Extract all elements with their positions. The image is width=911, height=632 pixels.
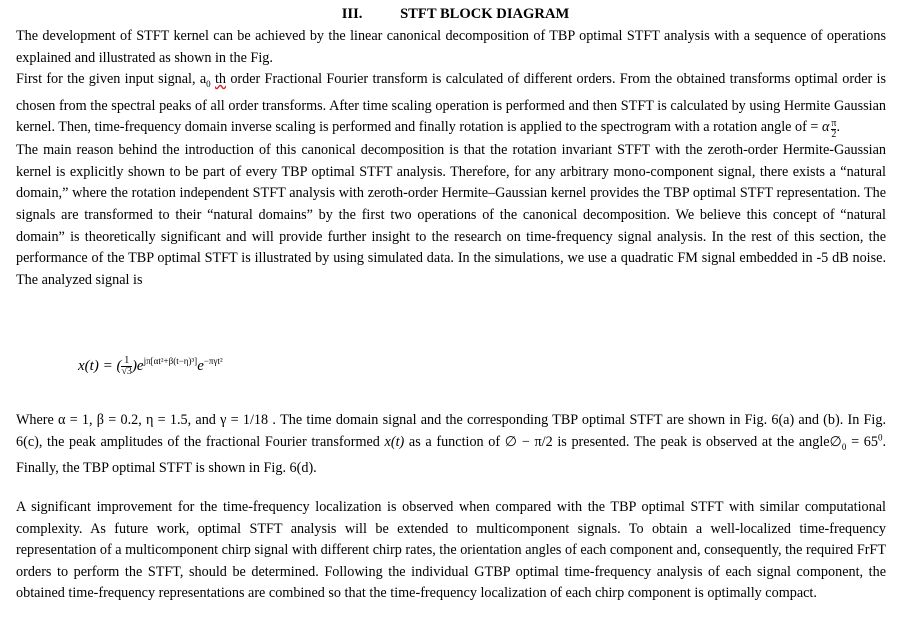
formula-exponent-2: −πγt² [203, 356, 223, 366]
degree-superscript: 0 [877, 431, 883, 442]
body-text-top [16, 26, 886, 291]
alpha-symbol: α [821, 119, 830, 136]
paragraph-conclusion: A significant improvement for the time-frequency localization is observed when compared with the TBP optimal STFT with similar computational complexity. As future work, optimal STFT analysis will be extended to multicomponent signals. To obtain a well-localized time-frequency representation of a multicomponent chirp signal with different chirp rates, the orientation angles of each component and, consequently, the required FrFT orders to perform the STFT, should be determined. Following the individual GTBP optimal time-frequency analysis of each signal component, the obtained time-frequency representations are combined so that the time-frequency localization of each chirp component is optimally compact. [16, 499, 886, 602]
procedure-text-a: First for the given input signal, a [16, 71, 207, 88]
formula-frac-denominator: √3 [121, 366, 132, 378]
parameters-text-c: = 65 [846, 433, 878, 450]
paragraph-procedure [16, 69, 886, 140]
procedure-end: . [836, 119, 840, 136]
paragraph-canonical: The main reason behind the introduction of this canonical decomposition is that the rotation invariant STFT with the zeroth-order Hermite-Gaussian kernel is explicitly shown to be part of every TBP optimal STFT analysis. Therefore, for any arbitrary mono-component signal, there exists a “natural domain,” where the rotation independent STFT analysis with zeroth-order Hermite–Gaussian kernel provides the TBP optimal STFT representation. The signals are transformed to their “natural domains” by the first two operations of the canonical decomposition. We believe this concept of “natural domain” is theoretically significant and will provide further insight to the research on time-frequency signal analysis. In the rest of this section, the performance of the TBP optimal STFT is illustrated by using simulated data. In the simulations, we use a quadratic FM signal embedded in -5 dB noise. The analyzed signal is [16, 142, 886, 288]
parameters-text-d: . Finally, the TBP optimal STFT is shown in Fig. 6(d). [16, 433, 886, 477]
body-text-conclusion [16, 497, 886, 605]
section-number: III. [341, 6, 363, 22]
section-title: STFT BLOCK DIAGRAM [400, 6, 570, 22]
paragraph-intro: The development of STFT kernel can be achieved by the linear canonical decomposition of TBP optimal STFT analysis with a sequence of operations explained and illustrated as shown in the Fig. [16, 28, 886, 66]
angle-subscript: 0 [841, 441, 847, 452]
paragraph-parameters [16, 410, 886, 480]
formula-fraction [121, 356, 132, 377]
parameters-text-b: as a function of ∅ − π/2 is presented. The peak is observed at the angle∅ [404, 433, 842, 450]
parameters-text-a: Where α = 1, β = 0.2, η = 1.5, and γ = 1/18 . The time domain signal and the corresponding TBP optimal STFT are shown in Fig. 6(a) and (b). In Fig. 6(c), the peak amplitudes of the fractional Fourier transformed [16, 412, 886, 450]
formula-e2: e [197, 358, 204, 374]
formula-frac-numerator: 1 [121, 356, 132, 367]
signal-symbol: x(t) [384, 433, 405, 450]
formula-exponent-1: jπ[αt²+β(t−η)³] [143, 356, 198, 366]
formula-mid: )e [131, 358, 144, 374]
formula-lhs: x(t) = ( [78, 358, 122, 374]
signal-formula [78, 356, 223, 378]
procedure-text-b: order Fractional Fourier transform is calculated of different orders. From the obtained transforms optimal order is chosen from the spectral peaks of all order transforms. After time scaling operation is performed and then STFT is calculated by using Hermite Gaussian kernel. Then, time-frequency domain inverse scaling is performed and finally rotation is applied to the spectrogram with a rotation angle of = [16, 71, 886, 136]
subscript-zero: 0 [206, 79, 211, 90]
section-heading [0, 4, 911, 24]
fraction-numerator: π [831, 118, 837, 130]
spellcheck-word: th [214, 71, 227, 88]
fraction-denominator: 2 [831, 129, 837, 141]
body-text-parameters [16, 410, 886, 480]
